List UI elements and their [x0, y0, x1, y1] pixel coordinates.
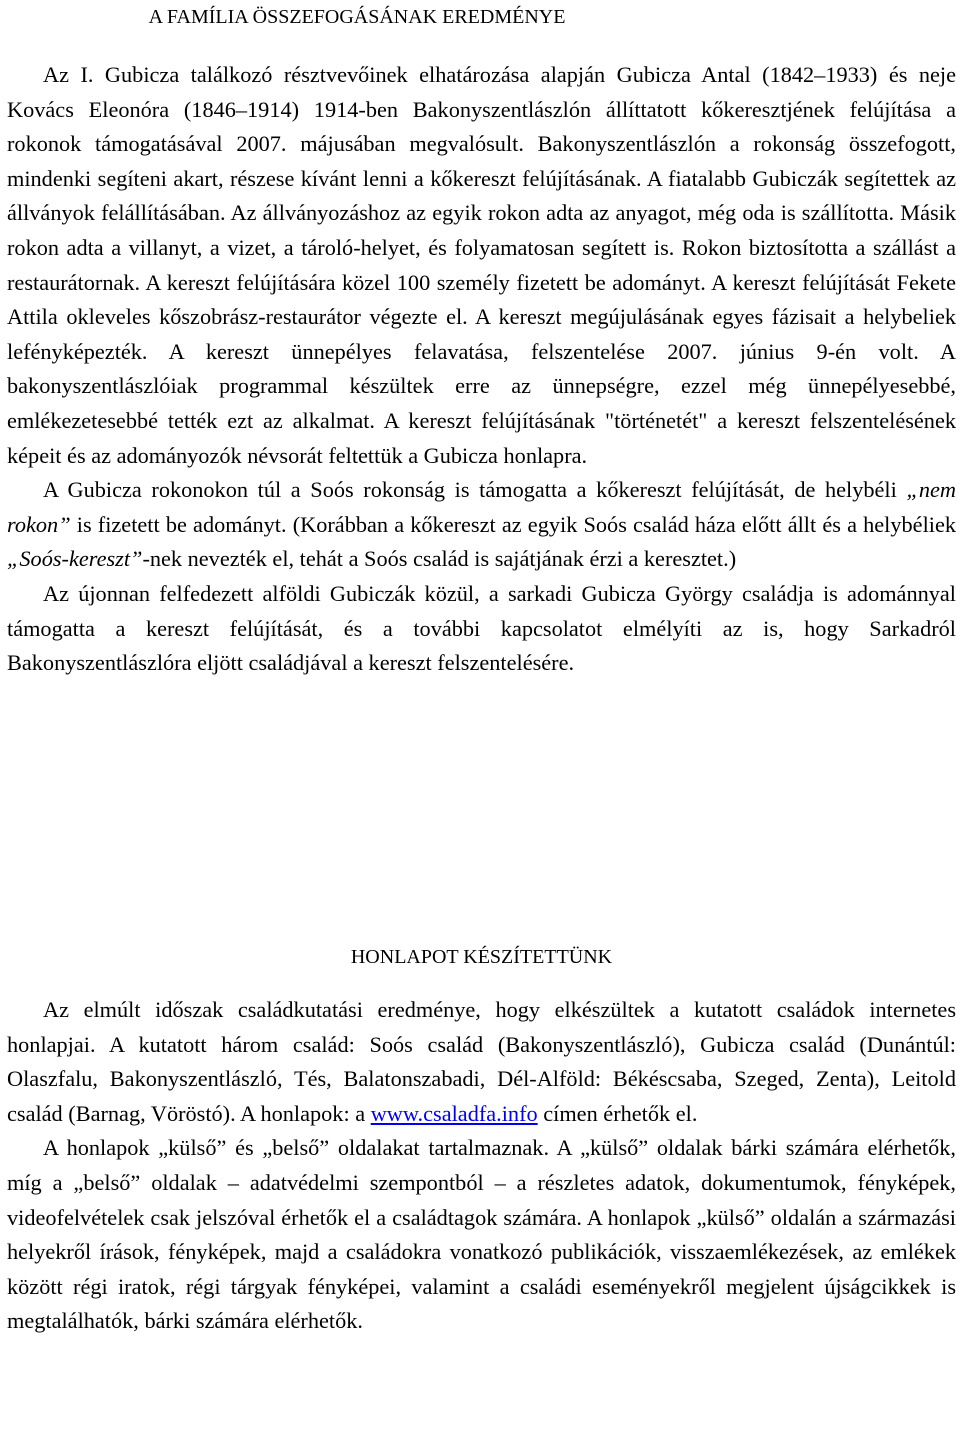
section-heading-website: HONLAPOT KÉSZÍTETTÜNK [350, 946, 613, 968]
paragraph-alfold-gubicza: Az újonnan felfedezett alföldi Gubiczák közül, a sarkadi Gubicza György családja is adománnyal támogatta a kereszt felújítását, és a további kapcsolatot elmélyíti az is, hogy Sarkadról Bakonyszentlászlóra eljött családjával a kereszt felszentelésére. [7, 580, 956, 676]
paragraph-soos-family-support [7, 473, 956, 577]
text-run: címen érhetők el. [537, 1100, 698, 1126]
website-link[interactable]: www.csaladfa.info [370, 1100, 538, 1126]
section-family-cooperation [7, 58, 956, 681]
section-website [7, 993, 956, 1339]
text-run: is fizetett be adományt. (Korábban a kőkereszt az egyik Soós család háza előtt állt és a helybéliek [70, 511, 956, 537]
text-run: -nek nevezték el, tehát a Soós család is sajátjának érzi a keresztet.) [142, 546, 737, 572]
emphasis-not-relative: „nem rokon” [7, 477, 956, 537]
text-run: Az elmúlt időszak családkutatási eredménye, hogy elkészültek a kutatott családok internetes honlapjai. A kutatott három család: Soós család (Bakonyszentlászló), Gubicza család (Dunántúl: Olaszfalu, Bakonyszentlászló, Tés, Balatonszabadi, Dél-Alföld: Békéscsaba, Szeged, Zenta), Leitold család (Barnag, Vöröstó). A honlapok: a [7, 997, 956, 1126]
emphasis-soos-cross: „Soós-kereszt” [7, 546, 143, 572]
paragraph-stone-cross-restoration: Az I. Gubicza találkozó résztvevőinek elhatározása alapján Gubicza Antal (1842–1933) és neje Kovács Eleonóra (1846–1914) 1914-ben Bakonyszentlászlón állíttatott kőkeresztjének felújítása a rokonok támogatásával 2007. májusában megvalósult. Bakonyszentlászlón a rokonság összefogott, mindenki segíteni akart, részese kívánt lenni a kőkereszt felújításának. A fiatalabb Gubiczák segítettek az állványok felállításában. Az állványozáshoz az egyik rokon adta az anyagot, még oda is szállította. Másik rokon adta a villanyt, a vizet, a tároló-helyet, és folyamatosan segített is. Rokon biztosította a szállást a restaurátornak. A kereszt felújítására közel 100 személy fizetett be adományt. A kereszt felújítását Fekete Attila okleveles kőszobrász-restaurátor végezte el. A kereszt megújulásának egyes fázisait a helybeliek lefényképezték. A kereszt ünnepélyes felavatása, felszentelése 2007. június 9-én volt. A bakonyszentlászlóiak programmal készültek erre az ünnepségre, ezzel még ünnepélyesebbé, emlékezetesebbé tették ezt az alkalmat. A kereszt felújításának "történetét" a kereszt felszentelésének képeit és az adományozók névsorát feltettük a Gubicza honlapra. [7, 62, 956, 468]
section-heading-family: A FAMÍLIA ÖSSZEFOGÁSÁNAK EREDMÉNYE [148, 6, 566, 28]
paragraph-website-intro [7, 993, 956, 1131]
paragraph-website-pages: A honlapok „külső” és „belső” oldalakat tartalmaznak. A „külső” oldalak bárki számára elérhetők, míg a „belső” oldalak – adatvédelmi szempontból – a részletes adatok, dokumentumok, fényképek, videofelvételek csak jelszóval érhetők el a családtagok számára. A honlapok „külső” oldalán a származási helyekről írások, fényképek, majd a családokra vonatkozó publikációk, visszaemlékezések, az emlékek között régi iratok, régi tárgyak fényképei, valamint a családi eseményekről megjelent újságcikkek is megtalálhatók, bárki számára elérhetők. [7, 1135, 956, 1334]
text-run: A Gubicza rokonokon túl a Soós rokonság is támogatta a kőkereszt felújítását, de helybéli [43, 477, 907, 503]
